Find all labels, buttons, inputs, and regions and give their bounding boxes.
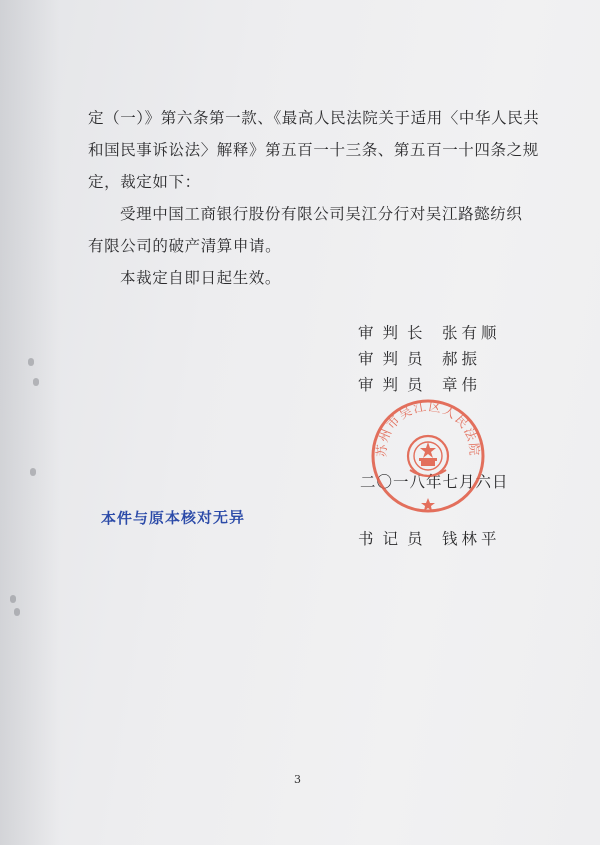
clerk-name: 钱林平: [442, 530, 501, 548]
binding-hole: [33, 378, 39, 386]
body-line: 定（一）》第六条第一款、《最高人民法院关于适用〈中华人民共: [88, 109, 540, 127]
body-line: 本裁定自即日起生效。: [120, 269, 282, 287]
binding-hole: [14, 608, 20, 616]
signature-name: 郝振: [442, 350, 482, 368]
clerk-row: [358, 527, 501, 549]
clerk-role: 书记员: [358, 530, 432, 548]
seal-text: 苏州市吴江区人民法院: [373, 398, 483, 458]
body-line: 和国民事诉讼法〉解释》第五百一十三条、第五百一十四条之规: [88, 141, 539, 159]
page-number: 3: [294, 773, 301, 786]
signature-row: [358, 347, 481, 369]
body-line: 有限公司的破产清算申请。: [88, 237, 282, 255]
binding-hole: [10, 595, 16, 603]
body-line: 定，裁定如下：: [88, 173, 201, 191]
signature-name: 章伟: [442, 376, 482, 394]
copy-verification-stamp: 本件与原本核对无异: [100, 508, 246, 528]
binding-hole: [28, 358, 34, 366]
signature-role: 审判员: [358, 350, 432, 368]
ruling-date: 二〇一八年七月六日: [360, 473, 509, 491]
signature-name: 张有顺: [442, 324, 501, 342]
signature-role: 审判长: [358, 324, 432, 342]
page-shadow: [0, 0, 60, 845]
signature-role: 审判员: [358, 376, 432, 394]
binding-hole: [30, 468, 36, 476]
court-seal-icon: [370, 398, 486, 514]
signature-row: [358, 321, 501, 343]
body-line: 受理中国工商银行股份有限公司吴江分行对吴江路懿纺织: [120, 205, 523, 223]
signature-row: [358, 373, 481, 395]
